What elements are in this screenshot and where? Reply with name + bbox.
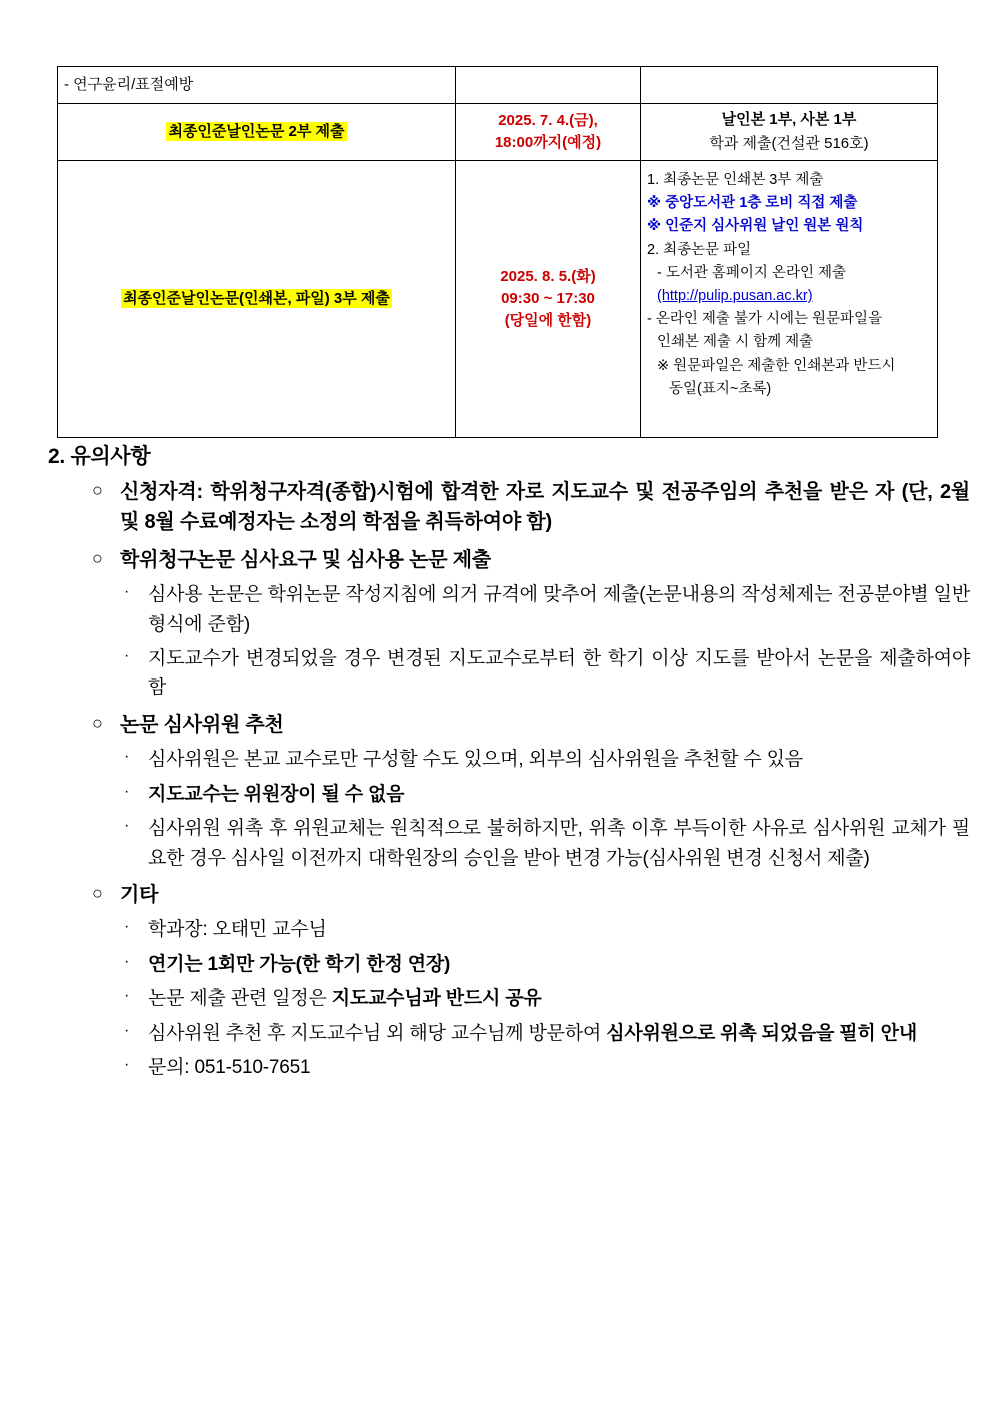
- bullet-dot-icon: ·: [124, 782, 130, 800]
- row-date-line: 2025. 7. 4.(금),: [498, 112, 598, 130]
- row-note-line: 날인본 1부, 사본 1부: [721, 111, 857, 128]
- contact-phone: 문의: 051-510-7651: [148, 1057, 311, 1079]
- bullet-dot-icon: ·: [124, 647, 130, 665]
- bullet-circle-icon: ○: [92, 883, 103, 904]
- row-note-line: 1. 최종논문 인쇄본 3부 제출: [647, 172, 824, 188]
- row-item-text-0: - 연구윤리/표절예방: [64, 76, 194, 94]
- bullet-circle-icon: ○: [92, 480, 103, 500]
- list-item-text-plain: 논문 제출 관련 일정은: [148, 988, 332, 1010]
- list-item: [124, 950, 970, 979]
- row-note-line: ※ 인준지 심사위원 날인 원본 원칙: [647, 218, 864, 235]
- library-submission-link[interactable]: (http://pulip.pusan.ac.kr): [657, 287, 813, 304]
- row-date-line: (당일에 한함): [504, 311, 592, 329]
- list-item-label: 신청자격: 학위청구자격(종합)시험에 합격한 자로 지도교수 및 전공주임의 추천을 받은 자 (단, 2월 및 8월 수료예정자는 소정의 학점을 취득하여야 함): [120, 481, 970, 534]
- list-item: [124, 1053, 970, 1082]
- list-item: [124, 1019, 970, 1048]
- schedule-table-body: [58, 67, 938, 438]
- list-item-label: 지도교수가 변경되었을 경우 변경된 지도교수로부터 한 학기 이상 지도를 받아서 논문을 제출하여야 함: [148, 648, 970, 699]
- row-note-line: - 온라인 제출 불가 시에는 원문파일을: [647, 311, 883, 328]
- list-item-text-emph: 심사위원으로 위촉 되었음을 필히 안내: [606, 1022, 917, 1044]
- row-date-line: 18:00까지(예정): [494, 134, 602, 151]
- bullet-circle-icon: ○: [92, 547, 103, 568]
- row-note-0: [641, 67, 938, 104]
- list-item-label: 심사위원 위촉 후 위원교체는 원칙적으로 불허하지만, 위촉 이후 부득이한 사유로 심사위원 교체가 필요한 경우 심사일 이전까지 대학원장의 승인을 받아 변경 가능(심사위원 변경 신청서 제출): [148, 818, 970, 869]
- section-title: 2. 유의사항: [48, 445, 151, 468]
- row-item-0: [58, 67, 456, 104]
- row-date-line: 2025. 8. 5.(화): [500, 268, 596, 286]
- table-row: [58, 161, 938, 438]
- list-item-text-plain: 심사위원 추천 후 지도교수님 외 해당 교수님께 방문하여: [148, 1022, 607, 1044]
- row-item-text-1: 최종인준날인논문 2부 제출: [168, 123, 345, 141]
- list-item: [124, 580, 970, 639]
- list-item-label: 학위청구논문 심사요구 및 심사용 논문 제출: [120, 548, 491, 571]
- list-item: [92, 477, 970, 538]
- list-item-label: [148, 984, 970, 1013]
- list-item: [92, 710, 970, 740]
- list-item: [124, 915, 970, 944]
- list-item-label: 심사위원은 본교 교수로만 구성할 수도 있으며, 외부의 심사위원을 추천할 수 있음: [148, 749, 803, 771]
- list-item-label: [148, 1019, 970, 1048]
- list-item-label: 학과장: 오태민 교수님: [148, 919, 327, 941]
- row-note-line: ※ 원문파일은 제출한 인쇄본과 반드시: [657, 357, 896, 374]
- list-item-label: 연기는 1회만 가능(한 학기 한정 연장): [148, 953, 451, 975]
- row-item-1: [58, 104, 456, 161]
- list-item-label: 지도교수는 위원장이 될 수 없음: [148, 783, 405, 805]
- row-note-line: 학과 제출(건설관 516호): [709, 135, 869, 152]
- row-note-line: 인쇄본 제출 시 함께 제출: [657, 334, 814, 351]
- bullet-dot-icon: ·: [124, 748, 130, 766]
- row-note-2: [641, 161, 938, 438]
- list-item: [124, 644, 970, 703]
- row-note-line: 동일(표지~초록): [669, 380, 772, 397]
- table-row: [58, 67, 938, 104]
- list-item: [92, 545, 970, 575]
- list-item-label: 논문 심사위원 추천: [120, 713, 284, 736]
- row-date-1: [456, 104, 641, 161]
- list-item-label: 기타: [120, 884, 159, 907]
- notes-section: [40, 440, 970, 1083]
- bullet-dot-icon: ·: [124, 1056, 130, 1074]
- list-item-text-emph: 지도교수님과 반드시 공유: [331, 988, 542, 1010]
- bullet-dot-icon: ·: [124, 1021, 130, 1039]
- row-date-line: 09:30 ~ 17:30: [501, 290, 595, 308]
- row-item-2: [58, 161, 456, 438]
- list-item: [124, 780, 970, 809]
- row-date-2: [456, 161, 641, 438]
- list-item: [124, 814, 970, 873]
- table-row: [58, 104, 938, 161]
- row-note-line: - 도서관 홈페이지 온라인 제출: [657, 264, 847, 281]
- bullet-dot-icon: ·: [124, 918, 130, 936]
- row-note-1: [641, 104, 938, 161]
- row-item-text-2: 최종인준날인논문(인쇄본, 파일) 3부 제출: [123, 290, 390, 308]
- list-item: [124, 984, 970, 1013]
- bullet-dot-icon: ·: [124, 583, 130, 601]
- bullet-dot-icon: ·: [124, 817, 130, 835]
- row-date-0: [456, 67, 641, 104]
- row-note-line: 2. 최종논문 파일: [647, 241, 752, 258]
- schedule-table: [57, 66, 938, 438]
- list-item: [124, 745, 970, 774]
- bullet-dot-icon: ·: [124, 952, 130, 970]
- list-item-label: 심사용 논문은 학위논문 작성지침에 의거 규격에 맞추어 제출(논문내용의 작성체제는 전공분야별 일반형식에 준함): [148, 584, 970, 635]
- list-item: [92, 880, 970, 910]
- bullet-circle-icon: ○: [92, 712, 103, 733]
- row-note-line: ※ 중앙도서관 1층 로비 직접 제출: [647, 195, 858, 212]
- bullet-dot-icon: ·: [124, 987, 130, 1005]
